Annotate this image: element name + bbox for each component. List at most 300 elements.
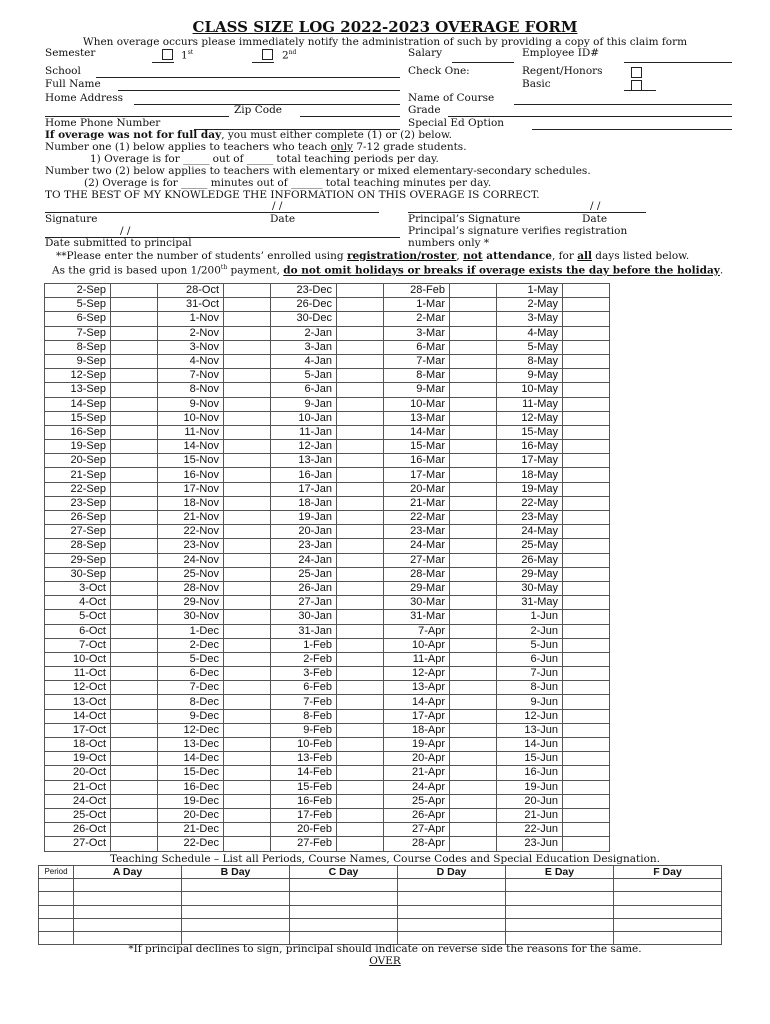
schedule-cell[interactable] [290,918,398,931]
enrollment-entry-cell[interactable] [224,511,271,525]
enrollment-entry-cell[interactable] [224,354,271,368]
date-cell: 27-Feb [271,837,337,851]
schedule-cell[interactable] [398,918,506,931]
period-cell[interactable] [39,892,74,905]
enrollment-entry-cell[interactable] [450,298,497,312]
date-cell: 6-Sep [45,312,111,326]
enrollment-entry-cell[interactable] [563,326,610,340]
enrollment-entry-cell[interactable] [224,738,271,752]
enrollment-entry-cell[interactable] [563,837,610,851]
date-cell: 5-Jun [497,638,563,652]
regent-honors-checkbox[interactable] [631,67,642,78]
date-row [45,823,610,837]
date-row [45,553,610,567]
enrollment-entry-cell[interactable] [563,596,610,610]
enrollment-entry-cell[interactable] [450,425,497,439]
enrollment-entry-cell[interactable] [337,808,384,822]
enrollment-entry-cell[interactable] [111,511,158,525]
date-cell: 10-Jan [271,411,337,425]
enrollment-entry-cell[interactable] [224,837,271,851]
date-cell: 13-Jan [271,454,337,468]
enrollment-entry-cell[interactable] [337,298,384,312]
enrollment-entry-cell[interactable] [111,780,158,794]
enrollment-entry-cell[interactable] [224,567,271,581]
enrollment-entry-cell[interactable] [111,794,158,808]
date-cell: 7-Jun [497,667,563,681]
date-cell: 1-Mar [384,298,450,312]
enrollment-entry-cell[interactable] [450,354,497,368]
enrollment-entry-cell[interactable] [111,652,158,666]
enrollment-entry-cell[interactable] [450,808,497,822]
enrollment-entry-cell[interactable] [337,752,384,766]
enrollment-entry-cell[interactable] [224,326,271,340]
overage-instruction: If overage was not for full day, you must either complete (1) or (2) below. [45,129,453,141]
enrollment-entry-cell[interactable] [563,567,610,581]
enrollment-entry-cell[interactable] [111,326,158,340]
enrollment-entry-cell[interactable] [224,808,271,822]
enrollment-entry-cell[interactable] [450,326,497,340]
enrollment-entry-cell[interactable] [563,397,610,411]
date-row [45,581,610,595]
zip-code-field[interactable] [300,116,400,117]
date-cell: 10-Mar [384,397,450,411]
schedule-cell[interactable] [398,879,506,892]
enrollment-entry-cell[interactable] [450,397,497,411]
notice-text: When overage occurs please immediately notify the administration of such by providing a copy of this claim form [82,36,688,48]
enrollment-entry-cell[interactable] [111,823,158,837]
schedule-cell[interactable] [506,879,614,892]
date-cell: 17-Oct [45,723,111,737]
date-cell: 11-Jan [271,425,337,439]
name-of-course-label: Name of Course [408,92,495,104]
enrollment-entry-cell[interactable] [111,369,158,383]
enrollment-entry-cell[interactable] [224,780,271,794]
date-cell: 15-May [497,425,563,439]
enrollment-entry-cell[interactable] [563,695,610,709]
enrollment-entry-cell[interactable] [337,610,384,624]
date-cell: 16-Jan [271,468,337,482]
enrollment-entry-cell[interactable] [111,553,158,567]
enrollment-entry-cell[interactable] [337,667,384,681]
enrollment-entry-cell[interactable] [224,794,271,808]
enrollment-entry-cell[interactable] [111,354,158,368]
enrollment-entry-cell[interactable] [450,596,497,610]
date-cell: 1-May [497,284,563,298]
date-cell: 2-Sep [45,284,111,298]
period-cell[interactable] [39,918,74,931]
date-cell: 20-Feb [271,823,337,837]
salary-field[interactable] [452,62,514,63]
enrollment-entry-cell[interactable] [111,667,158,681]
enrollment-entry-cell[interactable] [337,794,384,808]
enrollment-entry-cell[interactable] [450,581,497,595]
enrollment-entry-cell[interactable] [337,624,384,638]
enrollment-entry-cell[interactable] [337,553,384,567]
enrollment-entry-cell[interactable] [224,652,271,666]
enrollment-entry-cell[interactable] [337,369,384,383]
date-cell: 31-Mar [384,610,450,624]
enrollment-entry-cell[interactable] [224,581,271,595]
enrollment-entry-cell[interactable] [111,695,158,709]
schedule-cell[interactable] [506,905,614,918]
enrollment-entry-cell[interactable] [224,298,271,312]
enrollment-entry-cell[interactable] [563,383,610,397]
full-name-field[interactable] [118,90,400,91]
enrollment-entry-cell[interactable] [224,624,271,638]
enrollment-entry-cell[interactable] [450,369,497,383]
enrollment-entry-cell[interactable] [337,581,384,595]
enrollment-entry-cell[interactable] [450,723,497,737]
enrollment-entry-cell[interactable] [450,780,497,794]
date-cell: 5-Dec [158,652,224,666]
enrollment-entry-cell[interactable] [563,794,610,808]
enrollment-entry-cell[interactable] [563,610,610,624]
enrollment-entry-cell[interactable] [563,482,610,496]
enrollment-entry-cell[interactable] [563,624,610,638]
enrollment-entry-cell[interactable] [450,695,497,709]
enrollment-entry-cell[interactable] [563,539,610,553]
enrollment-entry-cell[interactable] [450,284,497,298]
schedule-cell[interactable] [74,918,182,931]
enrollment-entry-cell[interactable] [224,440,271,454]
enrollment-entry-cell[interactable] [450,340,497,354]
enrollment-entry-cell[interactable] [563,525,610,539]
enrollment-entry-cell[interactable] [111,808,158,822]
page-title: CLASS SIZE LOG 2022-2023 OVERAGE FORM [192,18,578,36]
date-cell: 29-May [497,567,563,581]
date-cell: 24-Oct [45,794,111,808]
date-cell: 4-May [497,326,563,340]
enrollment-entry-cell[interactable] [450,440,497,454]
school-field[interactable] [96,77,400,78]
date-cell: 14-Oct [45,709,111,723]
basic-label: Basic [522,78,551,90]
enrollment-entry-cell[interactable] [450,553,497,567]
enrollment-entry-cell[interactable] [450,794,497,808]
enrollment-entry-cell[interactable] [563,511,610,525]
date-cell: 25-May [497,539,563,553]
enrollment-entry-cell[interactable] [111,681,158,695]
enrollment-entry-cell[interactable] [450,638,497,652]
enrollment-entry-cell[interactable] [111,837,158,851]
enrollment-entry-cell[interactable] [337,567,384,581]
enrollment-entry-cell[interactable] [450,539,497,553]
enrollment-entry-cell[interactable] [563,553,610,567]
enrollment-entry-cell[interactable] [563,354,610,368]
schedule-cell[interactable] [290,905,398,918]
schedule-cell[interactable] [182,879,290,892]
enrollment-entry-cell[interactable] [450,667,497,681]
date-cell: 9-Jun [497,695,563,709]
date-cell: 9-Feb [271,723,337,737]
enrollment-entry-cell[interactable] [111,425,158,439]
schedule-cell[interactable] [398,892,506,905]
enrollment-entry-cell[interactable] [337,482,384,496]
date-cell: 31-May [497,596,563,610]
schedule-cell[interactable] [614,879,722,892]
date-row [45,440,610,454]
enrollment-entry-cell[interactable] [337,695,384,709]
semester-2nd-checkbox[interactable] [262,49,273,60]
enrollment-entry-cell[interactable] [450,681,497,695]
a-day-header: A Day [74,866,182,879]
enrollment-entry-cell[interactable] [224,539,271,553]
enrollment-entry-cell[interactable] [337,496,384,510]
enrollment-entry-cell[interactable] [111,766,158,780]
enrollment-entry-cell[interactable] [224,709,271,723]
date-cell: 13-Sep [45,383,111,397]
date-cell: 22-May [497,496,563,510]
enrollment-entry-cell[interactable] [563,766,610,780]
semester-1st-checkbox[interactable] [162,49,173,60]
date-cell: 25-Nov [158,567,224,581]
date-cell: 8-Sep [45,340,111,354]
schedule-cell[interactable] [506,918,614,931]
enrollment-entry-cell[interactable] [337,411,384,425]
enrollment-entry-cell[interactable] [224,496,271,510]
enrollment-entry-cell[interactable] [224,397,271,411]
enrollment-entry-cell[interactable] [563,298,610,312]
enrollment-entry-cell[interactable] [224,383,271,397]
enrollment-entry-cell[interactable] [224,454,271,468]
schedule-cell[interactable] [290,892,398,905]
schedule-cell[interactable] [614,918,722,931]
date-row [45,596,610,610]
enrollment-entry-cell[interactable] [111,468,158,482]
enrollment-entry-cell[interactable] [111,610,158,624]
enrollment-entry-cell[interactable] [337,354,384,368]
enrollment-entry-cell[interactable] [224,823,271,837]
enrollment-entry-cell[interactable] [450,709,497,723]
enrollment-entry-cell[interactable] [450,511,497,525]
enrollment-entry-cell[interactable] [563,738,610,752]
schedule-cell[interactable] [74,879,182,892]
enrollment-entry-cell[interactable] [563,496,610,510]
date-cell: 15-Sep [45,411,111,425]
date-cell: 20-Jun [497,794,563,808]
enrollment-entry-cell[interactable] [224,340,271,354]
enrollment-entry-cell[interactable] [111,284,158,298]
date-cell: 1-Nov [158,312,224,326]
enrollment-entry-cell[interactable] [450,624,497,638]
enrollment-entry-cell[interactable] [111,738,158,752]
check-one-label: Check One: [408,65,470,77]
enrollment-entry-cell[interactable] [563,425,610,439]
enrollment-entry-cell[interactable] [224,425,271,439]
enrollment-entry-cell[interactable] [111,482,158,496]
enrollment-entry-cell[interactable] [111,567,158,581]
enrollment-entry-cell[interactable] [337,312,384,326]
schedule-cell[interactable] [506,892,614,905]
enrollment-entry-cell[interactable] [224,468,271,482]
enrollment-entry-cell[interactable] [563,652,610,666]
enrollment-entry-cell[interactable] [450,766,497,780]
enrollment-entry-cell[interactable] [337,709,384,723]
enrollment-entry-cell[interactable] [450,823,497,837]
enrollment-entry-cell[interactable] [563,638,610,652]
enrollment-entry-cell[interactable] [111,383,158,397]
enrollment-entry-cell[interactable] [563,440,610,454]
date-cell: 3-Mar [384,326,450,340]
date-cell: 21-Jun [497,808,563,822]
schedule-cell[interactable] [182,892,290,905]
enrollment-entry-cell[interactable] [111,496,158,510]
enrollment-entry-cell[interactable] [111,638,158,652]
enrollment-entry-cell[interactable] [111,340,158,354]
enrollment-entry-cell[interactable] [111,539,158,553]
enrollment-entry-cell[interactable] [563,709,610,723]
enrollment-entry-cell[interactable] [563,723,610,737]
enrollment-entry-cell[interactable] [450,411,497,425]
enrollment-entry-cell[interactable] [224,766,271,780]
enrollment-entry-cell[interactable] [111,411,158,425]
enrollment-entry-cell[interactable] [450,525,497,539]
enrollment-entry-cell[interactable] [224,312,271,326]
enrollment-entry-cell[interactable] [563,312,610,326]
enrollment-entry-cell[interactable] [111,397,158,411]
enrollment-entry-cell[interactable] [111,581,158,595]
enrollment-entry-cell[interactable] [224,723,271,737]
date-cell: 9-Mar [384,383,450,397]
enrollment-entry-cell[interactable] [450,610,497,624]
date-row [45,738,610,752]
enrollment-entry-cell[interactable] [111,624,158,638]
enrollment-entry-cell[interactable] [450,482,497,496]
enrollment-entry-cell[interactable] [224,667,271,681]
enrollment-entry-cell[interactable] [337,596,384,610]
schedule-cell[interactable] [74,892,182,905]
enrollment-entry-cell[interactable] [563,681,610,695]
schedule-cell[interactable] [614,905,722,918]
enrollment-entry-cell[interactable] [450,468,497,482]
enrollment-entry-cell[interactable] [111,525,158,539]
name-of-course-field[interactable] [514,104,732,105]
enrollment-entry-cell[interactable] [563,808,610,822]
school-label: School [45,65,81,77]
enrollment-entry-cell[interactable] [224,369,271,383]
enrollment-entry-cell[interactable] [224,695,271,709]
enrollment-entry-cell[interactable] [337,837,384,851]
enrollment-entry-cell[interactable] [224,596,271,610]
date-cell: 4-Nov [158,354,224,368]
enrollment-entry-cell[interactable] [563,780,610,794]
schedule-cell[interactable] [614,892,722,905]
enrollment-entry-cell[interactable] [337,681,384,695]
date-cell: 23-Mar [384,525,450,539]
schedule-cell[interactable] [182,918,290,931]
enrollment-entry-cell[interactable] [337,440,384,454]
enrollment-entry-cell[interactable] [450,738,497,752]
enrollment-entry-cell[interactable] [337,284,384,298]
enrollment-entry-cell[interactable] [337,738,384,752]
date-row [45,723,610,737]
enrollment-entry-cell[interactable] [337,638,384,652]
enrollment-entry-cell[interactable] [337,823,384,837]
special-ed-field[interactable] [532,129,732,130]
enrollment-entry-cell[interactable] [563,454,610,468]
enrollment-entry-cell[interactable] [224,411,271,425]
enrollment-entry-cell[interactable] [111,723,158,737]
schedule-cell[interactable] [74,905,182,918]
date-cell: 12-May [497,411,563,425]
enrollment-entry-cell[interactable] [450,837,497,851]
enrollment-entry-cell[interactable] [337,511,384,525]
enrollment-entry-cell[interactable] [563,667,610,681]
enrollment-entry-cell[interactable] [337,525,384,539]
date-cell: 28-Feb [384,284,450,298]
enrollment-entry-cell[interactable] [224,553,271,567]
date-row [45,284,610,298]
enrollment-entry-cell[interactable] [224,610,271,624]
enrollment-entry-cell[interactable] [563,823,610,837]
enrollment-entry-cell[interactable] [450,752,497,766]
enrollment-entry-cell[interactable] [563,340,610,354]
enrollment-entry-cell[interactable] [337,723,384,737]
date-cell: 30-Mar [384,596,450,610]
enrollment-entry-cell[interactable] [337,383,384,397]
enrollment-entry-cell[interactable] [337,539,384,553]
enrollment-entry-cell[interactable] [563,752,610,766]
enrollment-entry-cell[interactable] [224,752,271,766]
enrollment-entry-cell[interactable] [450,383,497,397]
enrollment-entry-cell[interactable] [563,369,610,383]
date-cell: 10-Feb [271,738,337,752]
enrollment-entry-cell[interactable] [111,298,158,312]
enrollment-entry-cell[interactable] [337,397,384,411]
enrollment-entry-cell[interactable] [563,468,610,482]
enrollment-entry-cell[interactable] [450,312,497,326]
date-row [45,525,610,539]
enrollment-entry-cell[interactable] [563,411,610,425]
period-cell[interactable] [39,879,74,892]
enrollment-entry-cell[interactable] [450,652,497,666]
enrollment-entry-cell[interactable] [224,284,271,298]
enrollment-entry-cell[interactable] [111,752,158,766]
enrollment-entry-cell[interactable] [224,638,271,652]
enrollment-entry-cell[interactable] [337,468,384,482]
enrollment-entry-cell[interactable] [337,766,384,780]
enrollment-entry-cell[interactable] [111,440,158,454]
enrollment-entry-cell[interactable] [111,709,158,723]
employee-id-field[interactable] [624,62,732,63]
enrollment-entry-cell[interactable] [337,340,384,354]
enrollment-entry-cell[interactable] [337,652,384,666]
enrollment-entry-cell[interactable] [111,312,158,326]
date-cell: 28-Nov [158,581,224,595]
enrollment-entry-cell[interactable] [111,596,158,610]
enrollment-entry-cell[interactable] [224,681,271,695]
period-cell[interactable] [39,905,74,918]
enrollment-entry-cell[interactable] [563,284,610,298]
enrollment-entry-cell[interactable] [337,425,384,439]
enrollment-entry-cell[interactable] [337,780,384,794]
signature-date-label: Date [270,213,296,225]
schedule-cell[interactable] [290,879,398,892]
enrollment-entry-cell[interactable] [450,454,497,468]
enrollment-entry-cell[interactable] [450,567,497,581]
enrollment-entry-cell[interactable] [224,482,271,496]
enrollment-entry-cell[interactable] [337,326,384,340]
enrollment-entry-cell[interactable] [224,525,271,539]
date-cell: 7-Mar [384,354,450,368]
date-cell: 20-Dec [158,808,224,822]
enrollment-entry-cell[interactable] [450,496,497,510]
schedule-cell[interactable] [398,905,506,918]
enrollment-entry-cell[interactable] [563,581,610,595]
enrollment-entry-cell[interactable] [111,454,158,468]
schedule-cell[interactable] [182,905,290,918]
enrollment-entry-cell[interactable] [337,454,384,468]
